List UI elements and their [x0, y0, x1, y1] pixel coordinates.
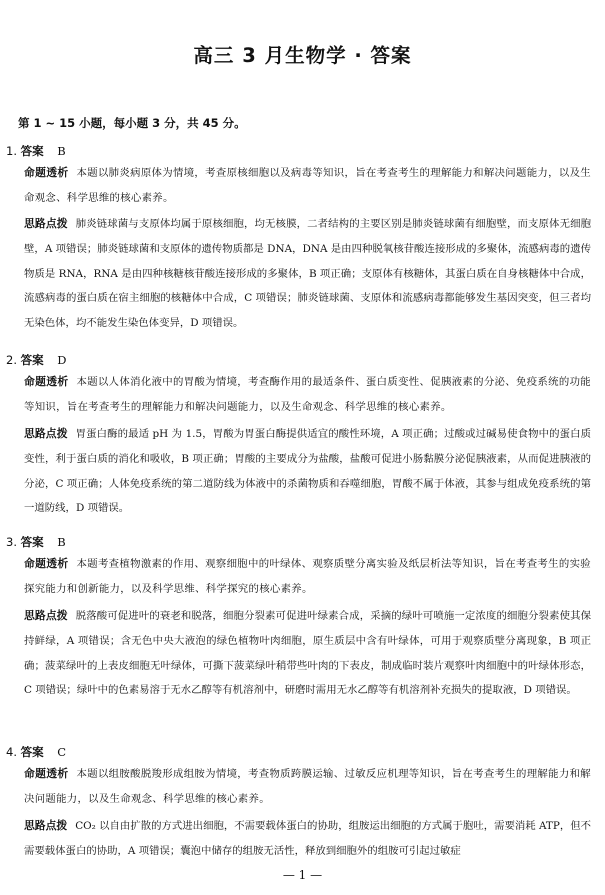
- hint-paragraph: [24, 212, 591, 336]
- hint-label: 思路点拨: [24, 819, 68, 832]
- section-intro: 第 1 ~ 15 小题，每小题 3 分，共 45 分。: [18, 116, 246, 130]
- answer-label: 答案: [20, 745, 44, 759]
- analysis-paragraph: [24, 161, 591, 211]
- analysis-label: 命题透析: [24, 375, 69, 388]
- hint-label: 思路点拨: [24, 609, 68, 622]
- analysis-label: 命题透析: [24, 767, 69, 780]
- hint-label: 思路点拨: [24, 427, 68, 440]
- answer-label: 答案: [20, 535, 44, 549]
- question-header: [6, 744, 66, 760]
- hint-text: 脱落酸可促进叶的衰老和脱落，细胞分裂素可促进叶绿素合成，采摘的绿叶可喷施一定浓度的细胞分裂素使其保持鲜绿，A 项错误；含无色中央大液泡的绿色植物叶肉细胞，原生质层中含有叶绿体，可用于观察质壁分离现象，B 项正确；菠菜绿叶的上表皮细胞无叶绿体，可撕下菠菜绿叶稍带些叶肉的下表皮，制成临时装片观察叶肉细胞中的叶绿体形态，C 项错误；绿叶中的色素易溶于无水乙醇等有机溶剂中，研磨时需用无水乙醇等有机溶剂补充损失的提取液，D 项错误。: [24, 610, 591, 697]
- analysis-paragraph: [24, 370, 591, 420]
- hint-paragraph: [24, 422, 591, 521]
- question-header: [6, 352, 67, 368]
- hint-label: 思路点拨: [24, 217, 68, 230]
- question-number: 3.: [6, 535, 17, 549]
- answer-value: C: [57, 745, 67, 759]
- answer-label: 答案: [20, 353, 44, 367]
- hint-paragraph: [24, 604, 591, 703]
- question-number: 4.: [6, 745, 17, 759]
- answer-value: B: [57, 144, 66, 158]
- analysis-text: 本题以肺炎病原体为情境，考查原核细胞以及病毒等知识，旨在考查考生的理解能力和解决问题能力，以及生命观念、科学思维的核心素养。: [24, 167, 591, 204]
- question-header: [6, 143, 66, 159]
- hint-text: 肺炎链球菌与支原体均属于原核细胞，均无核膜，二者结构的主要区别是肺炎链球菌有细胞壁，而支原体无细胞壁，A 项错误；肺炎链球菌和支原体的遗传物质都是 DNA，DNA 是由四种脱氧核苷酸连接形成的多聚体，流感病毒的遗传物质是 RNA，RNA 是由四种核糖核苷酸连接形成的多聚体，B 项正确；支原体有核糖体，其蛋白质在自身核糖体中合成，流感病毒的蛋白质在宿主细胞的核糖体中合成，C 项错误；肺炎链球菌、支原体和流感病毒都能够发生基因突变，但三者均无染色体，均不能发生染色体变异，D 项错误。: [24, 218, 591, 330]
- question-number: 2.: [6, 353, 17, 367]
- analysis-label: 命题透析: [24, 557, 69, 570]
- hint-text: CO₂ 以自由扩散的方式进出细胞，不需要载体蛋白的协助，组胺运出细胞的方式属于胞吐，需要消耗 ATP，但不需要载体蛋白的协助，A 项错误；囊泡中储存的组胺无活性，释放到细胞外的组胺可引起过敏症: [24, 820, 592, 857]
- analysis-paragraph: [24, 552, 591, 602]
- hint-paragraph: [24, 814, 591, 864]
- analysis-label: 命题透析: [24, 166, 69, 179]
- analysis-paragraph: [24, 762, 591, 812]
- hint-text: 胃蛋白酶的最适 pH 为 1.5，胃酸为胃蛋白酶提供适宜的酸性环境，A 项正确；过酸或过碱易使食物中的蛋白质变性，利于蛋白质的消化和吸收，B 项正确；胃酸的主要成分为盐酸，盐酸可促进小肠黏膜分泌促胰液素，从而促进胰液的分泌，C 项正确；人体免疫系统的第二道防线为体液中的杀菌物质和吞噬细胞，胃酸不属于体液，其参与组成免疫系统的第一道防线，D 项错误。: [24, 428, 591, 515]
- question-number: 1.: [6, 144, 17, 158]
- analysis-text: 本题以组胺酸脱羧形成组胺为情境，考查物质跨膜运输、过敏反应机理等知识，旨在考查考生的理解能力和解决问题能力，以及生命观念、科学思维的核心素养。: [24, 768, 591, 805]
- answer-label: 答案: [20, 144, 44, 158]
- page-title: 高三 3 月生物学 · 答案: [193, 44, 412, 67]
- analysis-text: 本题考查植物激素的作用、观察细胞中的叶绿体、观察质壁分离实验及纸层析法等知识，旨在考查考生的实验探究能力和创新能力，以及科学思维、科学探究的核心素养。: [24, 558, 591, 595]
- page-number: — 1 —: [282, 868, 323, 882]
- question-header: [6, 534, 66, 550]
- analysis-text: 本题以人体消化液中的胃酸为情境，考查酶作用的最适条件、蛋白质变性、促胰液素的分泌、免疫系统的功能等知识，旨在考查考生的理解能力和解决问题能力，以及生命观念、科学思维的核心素养。: [24, 376, 591, 413]
- answer-value: B: [57, 535, 66, 549]
- answer-value: D: [57, 353, 67, 367]
